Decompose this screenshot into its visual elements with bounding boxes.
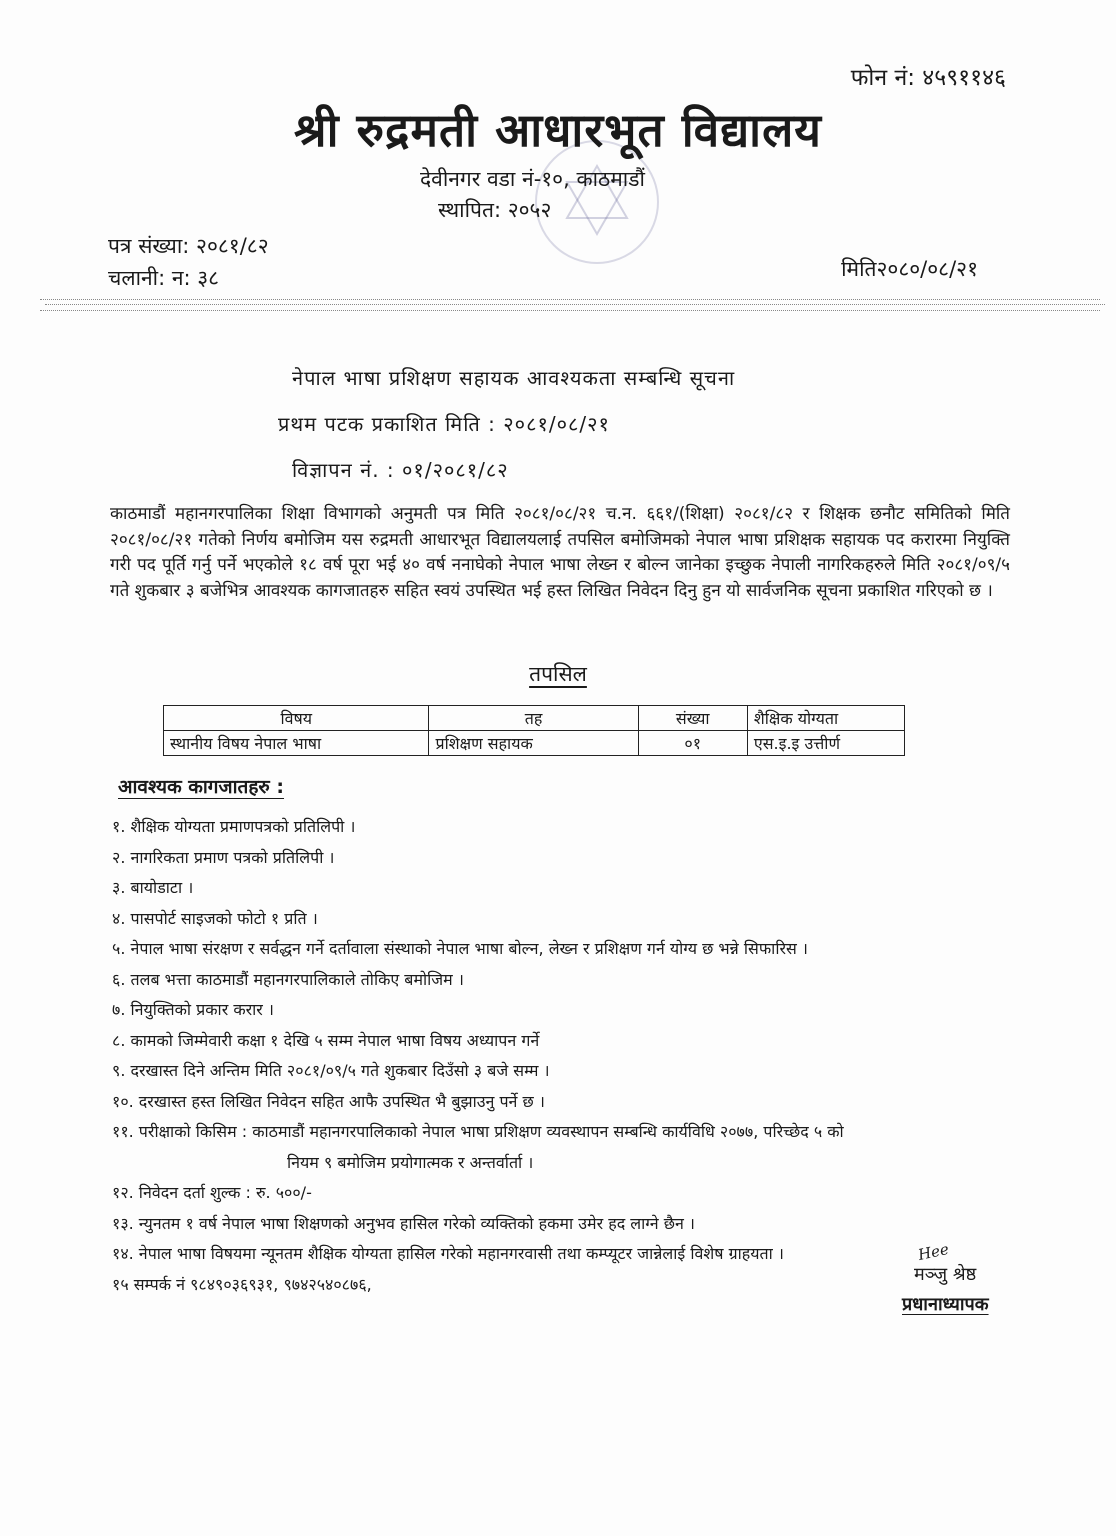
notice-body-paragraph: काठमाडौं महानगरपालिका शिक्षा विभागको अनुमती पत्र मिति २०८१/०८/२१ च.न. ६६१/(शिक्षा) २०८१/८२ र शिक्षक छनौट समितिको मिति २०८१/०८/२१ गतेको निर्णय बमोजिम यस रुद्रमती आधारभूत विद्यालयलाई तपसिल बमोजिमको नेपाल भाषा प्रशिक्षक सहायक पद करारमा नियुक्ति गरी पद पूर्ति गर्नु पर्ने भएकोले १८ वर्ष पूरा भई ४० वर्ष ननाघेको नेपाल भाषा लेख्न र बोल्न जानेका इच्छुक नेपाली नागरिकहरुले मिति २०८१/०९/५ गते शुकबार ३ बजेभित्र आवश्यक कागजातहरु सहित स्वयं उपस्थित भई हस्त लिखित निवेदन दिनु हुन यो सार्वजनिक सूचना प्रकाशित गरिएको छ ।: [110, 504, 1010, 601]
established-year: स्थापित: २०५२: [438, 198, 552, 222]
vacancy-table: [163, 705, 905, 756]
school-name-heading: श्री रुद्रमती आधारभूत विद्यालय: [294, 103, 822, 157]
list-item: ४. पासपोर्ट साइजको फोटो १ प्रति ।: [112, 908, 318, 928]
reference-block: [108, 230, 269, 294]
list-item: १३. न्युनतम १ वर्ष नेपाल भाषा शिक्षणको अनुभव हासिल गरेको व्यक्तिको हकमा उमेर हद लाग्ने छैन ।: [112, 1213, 695, 1233]
letter-date: मिति२०८०/०८/२१: [841, 257, 978, 281]
table-cell: ०१: [638, 731, 747, 756]
signatory-role: प्रधानाध्यापक: [902, 1294, 989, 1315]
list-item: ३. बायोडाटा ।: [112, 878, 194, 897]
list-item: ५. नेपाल भाषा संरक्षण र सर्वद्धन गर्ने दर्तावाला संस्थाको नेपाल भाषा बोल्न, लेख्न र प्रशिक्षण गर्न योग्य छ भन्ने सिफारिस ।: [112, 939, 808, 958]
list-item: ७. नियुक्तिको प्रकार करार ।: [112, 1000, 274, 1019]
list-item: १. शैक्षिक योग्यता प्रमाणपत्रको प्रतिलिपी ।: [112, 817, 356, 836]
phone-number: फोन नं: ४५९११४६: [850, 65, 1006, 91]
list-item: ९. दरखास्त दिने अन्तिम मिति २०८१/०९/५ गते शुकबार दिउँसो ३ बजे सम्म ।: [112, 1061, 550, 1080]
header-divider-secondary: [45, 304, 1105, 305]
schedule-heading-wrap: [0, 660, 1116, 688]
column-header: शैक्षिक योग्यता: [747, 706, 904, 731]
table-cell: स्थानीय विषय नेपाल भाषा: [164, 731, 429, 756]
notice-title: नेपाल भाषा प्रशिक्षण सहायक आवश्यकता सम्बन्धि सूचना: [292, 366, 736, 390]
list-item: ११. परीक्षाको किसिम : काठमाडौं महानगरपालिकाको नेपाल भाषा प्रशिक्षण व्यवस्थापन सम्बन्धि कार्यविधि २०७७, परिच्छेद ५ को: [112, 1122, 844, 1141]
list-item: ६. तलब भत्ता काठमाडौं महानगरपालिकाले तोकिए बमोजिम ।: [112, 969, 464, 989]
signatory-name: मञ्जु श्रेष्ठ: [914, 1264, 977, 1285]
list-item: १२. निवेदन दर्ता शुल्क : रु. ५००/-: [112, 1183, 312, 1202]
schedule-heading: तपसिल: [529, 662, 587, 686]
column-header: विषय: [164, 706, 429, 731]
letter-number: पत्र संख्या: २०८१/८२: [108, 234, 269, 258]
dispatch-number: चलानी: न: ३८: [108, 266, 220, 290]
list-item-continuation: नियम ९ बमोजिम प्रयोगात्मक र अन्तर्वार्ता ।: [287, 1152, 534, 1172]
list-item: १०. दरखास्त हस्त लिखित निवेदन सहित आफै उपस्थित भै बुझाउनु पर्ने छ ।: [112, 1091, 545, 1111]
table-cell: प्रशिक्षण सहायक: [429, 731, 638, 756]
list-item: १४. नेपाल भाषा विषयमा न्यूनतम शैक्षिक योग्यता हासिल गरेको महानगरवासी तथा कम्प्यूटर जान्नेलाई विशेष ग्राहयता ।: [112, 1244, 784, 1263]
required-documents-heading: आवश्यक कागजातहरु :: [118, 776, 285, 798]
signature-scribble: Hee: [916, 1239, 951, 1265]
list-item: ८. कामको जिम्मेवारी कक्षा १ देखि ५ सम्म नेपाल भाषा विषय अध्यापन गर्ने: [112, 1030, 540, 1050]
header-divider-tertiary: [40, 310, 1100, 311]
school-address: देवीनगर वडा नं-१०, काठमाडौं: [420, 167, 645, 191]
required-documents-list: [112, 812, 844, 1300]
first-published-date: प्रथम पटक प्रकाशित मिति : २०८१/०८/२१: [278, 412, 610, 436]
table-cell: एस.इ.इ उत्तीर्ण: [747, 731, 904, 756]
header-divider: [40, 299, 1100, 300]
column-header: संख्या: [638, 706, 747, 731]
column-header: तह: [429, 706, 638, 731]
table-header-row: [164, 706, 905, 731]
list-item: २. नागरिकता प्रमाण पत्रको प्रतिलिपी ।: [112, 847, 335, 867]
advertisement-number: विज्ञापन नं. : ०१/२०८१/८२: [292, 458, 509, 482]
list-item: १५ सम्पर्क नं ९८४९०३६९३१, ९७४२५४०८७६,: [112, 1274, 372, 1294]
table-row: [164, 731, 905, 756]
